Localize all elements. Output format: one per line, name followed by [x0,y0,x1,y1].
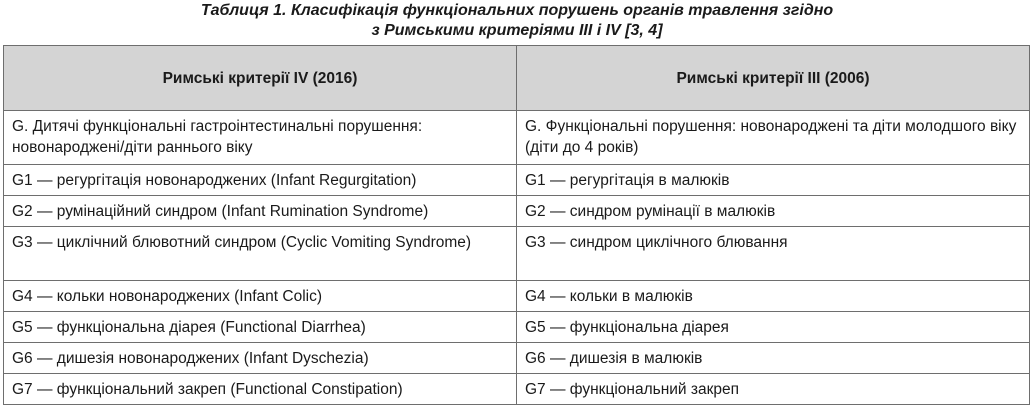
table-row [4,281,1030,312]
cell-rome-iii: G. Функціональні порушення: новонароджені та діти молодшого віку (діти до 4 років) [517,111,1030,165]
cell-rome-iii: G7 — функціональний закреп [517,374,1030,405]
cell-rome-iv: G5 — функціональна діарея (Functional Diarrhea) [4,312,517,343]
cell-rome-iv: G2 — румінаційний синдром (Infant Rumination Syndrome) [4,196,517,227]
cell-rome-iv: G7 — функціональний закреп (Functional Constipation) [4,374,517,405]
header-rome-iv: Римські критерії IV (2016) [4,46,517,111]
cell-rome-iv: G6 — дишезія новонароджених (Infant Dyschezia) [4,343,517,374]
cell-rome-iv: G4 — кольки новонароджених (Infant Colic) [4,281,517,312]
header-rome-iii: Римські критерії III (2006) [517,46,1030,111]
cell-rome-iv: G1 — регургітація новонароджених (Infant Regurgitation) [4,165,517,196]
table-row [4,165,1030,196]
table-row [4,111,1030,165]
cell-rome-iii: G5 — функціональна діарея [517,312,1030,343]
table-caption [0,0,1034,42]
cell-rome-iv: G3 — циклічний блювотний синдром (Cyclic Vomiting Syndrome) [4,227,517,281]
cell-rome-iii: G3 — синдром циклічного блювання [517,227,1030,281]
cell-rome-iv: G. Дитячі функціональні гастроінтестинальні порушення: новонароджені/діти раннього віку [4,111,517,165]
cell-rome-iii: G2 — синдром румінації в малюків [517,196,1030,227]
header-row [4,46,1030,111]
caption-line-2: з Римськими критеріями III і IV [3, 4] [371,22,663,39]
table-row [4,227,1030,281]
table-row [4,343,1030,374]
table-row [4,374,1030,405]
cell-rome-iii: G4 — кольки в малюків [517,281,1030,312]
classification-table [3,45,1030,405]
cell-rome-iii: G1 — регургітація в малюків [517,165,1030,196]
table-row [4,312,1030,343]
table-row [4,196,1030,227]
caption-line-1: Таблиця 1. Класифікація функціональних порушень органів травлення згідно [200,2,834,19]
cell-rome-iii: G6 — дишезія в малюків [517,343,1030,374]
